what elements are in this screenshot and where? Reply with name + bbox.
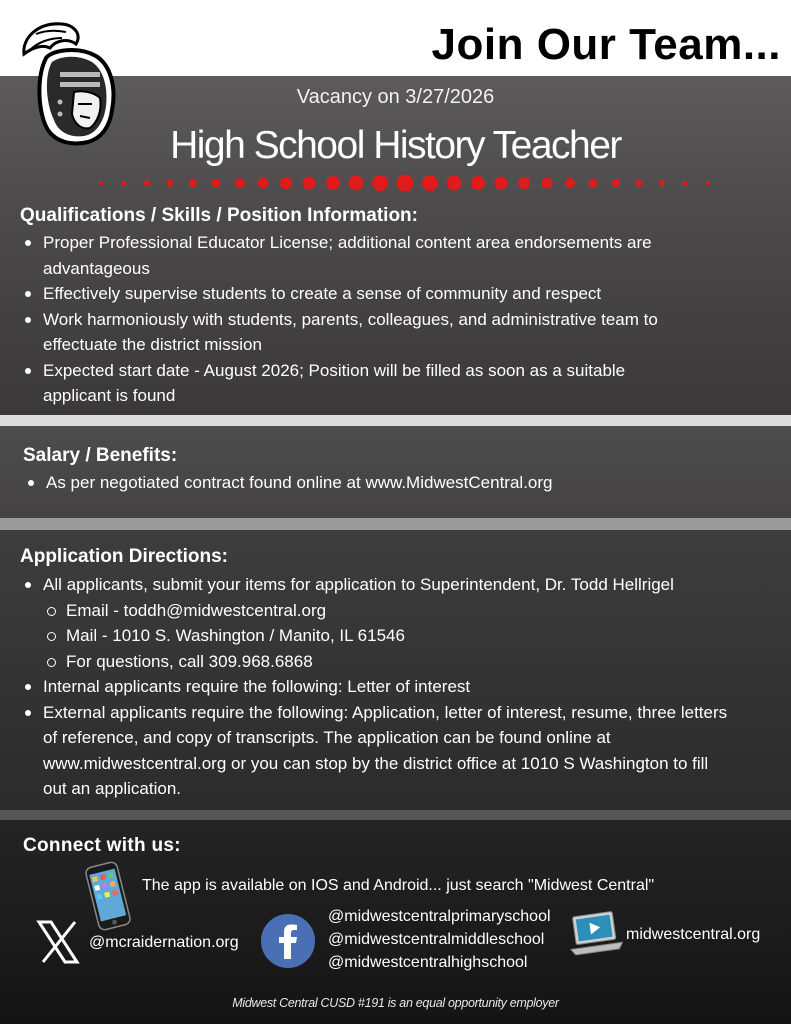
sub-list-item: For questions, call 309.968.6868 [43,649,740,675]
decorative-dot-divider [96,172,716,194]
sub-list-item: Mail - 1010 S. Washington / Manito, IL 61546 [43,623,740,649]
application-title: Application Directions: [20,546,228,567]
list-item: Effectively supervise students to create a sense of community and respect [20,281,700,307]
list-item-text: All applicants, submit your items for application to Superintendent, Dr. Todd Hellrigel [43,575,674,594]
sub-list-item: Email - toddh@midwestcentral.org [43,598,740,624]
facebook-icon[interactable] [260,913,316,969]
headline: Join Our Team... [431,20,781,69]
list-item: Proper Professional Educator License; additional content area endorsements are advantageous [20,230,700,281]
list-item: Internal applicants require the following: Letter of interest [20,674,740,700]
list-item: Work harmoniously with students, parents, colleagues, and administrative team to effectuate the district mission [20,307,700,358]
list-item: Expected start date - August 2026; Position will be filled as soon as a suitable applicant is found [20,358,700,409]
website-link[interactable]: midwestcentral.org [626,926,761,943]
smartphone-icon [80,860,136,932]
list-item [20,572,740,674]
facebook-handle-link[interactable]: @midwestcentralhighschool [328,954,528,971]
equal-opportunity-note: Midwest Central CUSD #191 is an equal opportunity employer [232,996,559,1010]
laptop-icon [565,908,625,960]
app-availability-text: The app is available on IOS and Android... just search "Midwest Central" [142,877,655,894]
divider [0,415,791,426]
salary-list [23,470,763,496]
vacancy-date: Vacancy on 3/27/2026 [296,86,495,108]
facebook-handle-link[interactable]: @midwestcentralmiddleschool [328,931,545,948]
facebook-handle-link[interactable]: @midwestcentralprimaryschool [328,908,551,925]
list-item: External applicants require the following: Application, letter of interest, resume, three letters of reference, and copy of transcripts. The application can be found online at www.midwestcentral.org or you can stop by the district office at 1010 S Washington to fill out an application. [20,700,740,802]
contact-sublist [43,598,740,675]
divider [0,810,791,820]
qualifications-title: Qualifications / Skills / Position Information: [20,205,418,226]
connect-title: Connect with us: [23,835,181,856]
application-list [20,572,740,802]
salary-title: Salary / Benefits: [23,445,178,466]
divider [0,518,791,530]
job-title: High School History Teacher [170,124,621,167]
qualifications-list [20,230,700,409]
facebook-handles [328,905,551,974]
x-handle-link[interactable]: @mcraidernation.org [89,934,239,951]
x-logo-icon [36,920,80,964]
list-item: As per negotiated contract found online at www.MidwestCentral.org [23,470,763,496]
